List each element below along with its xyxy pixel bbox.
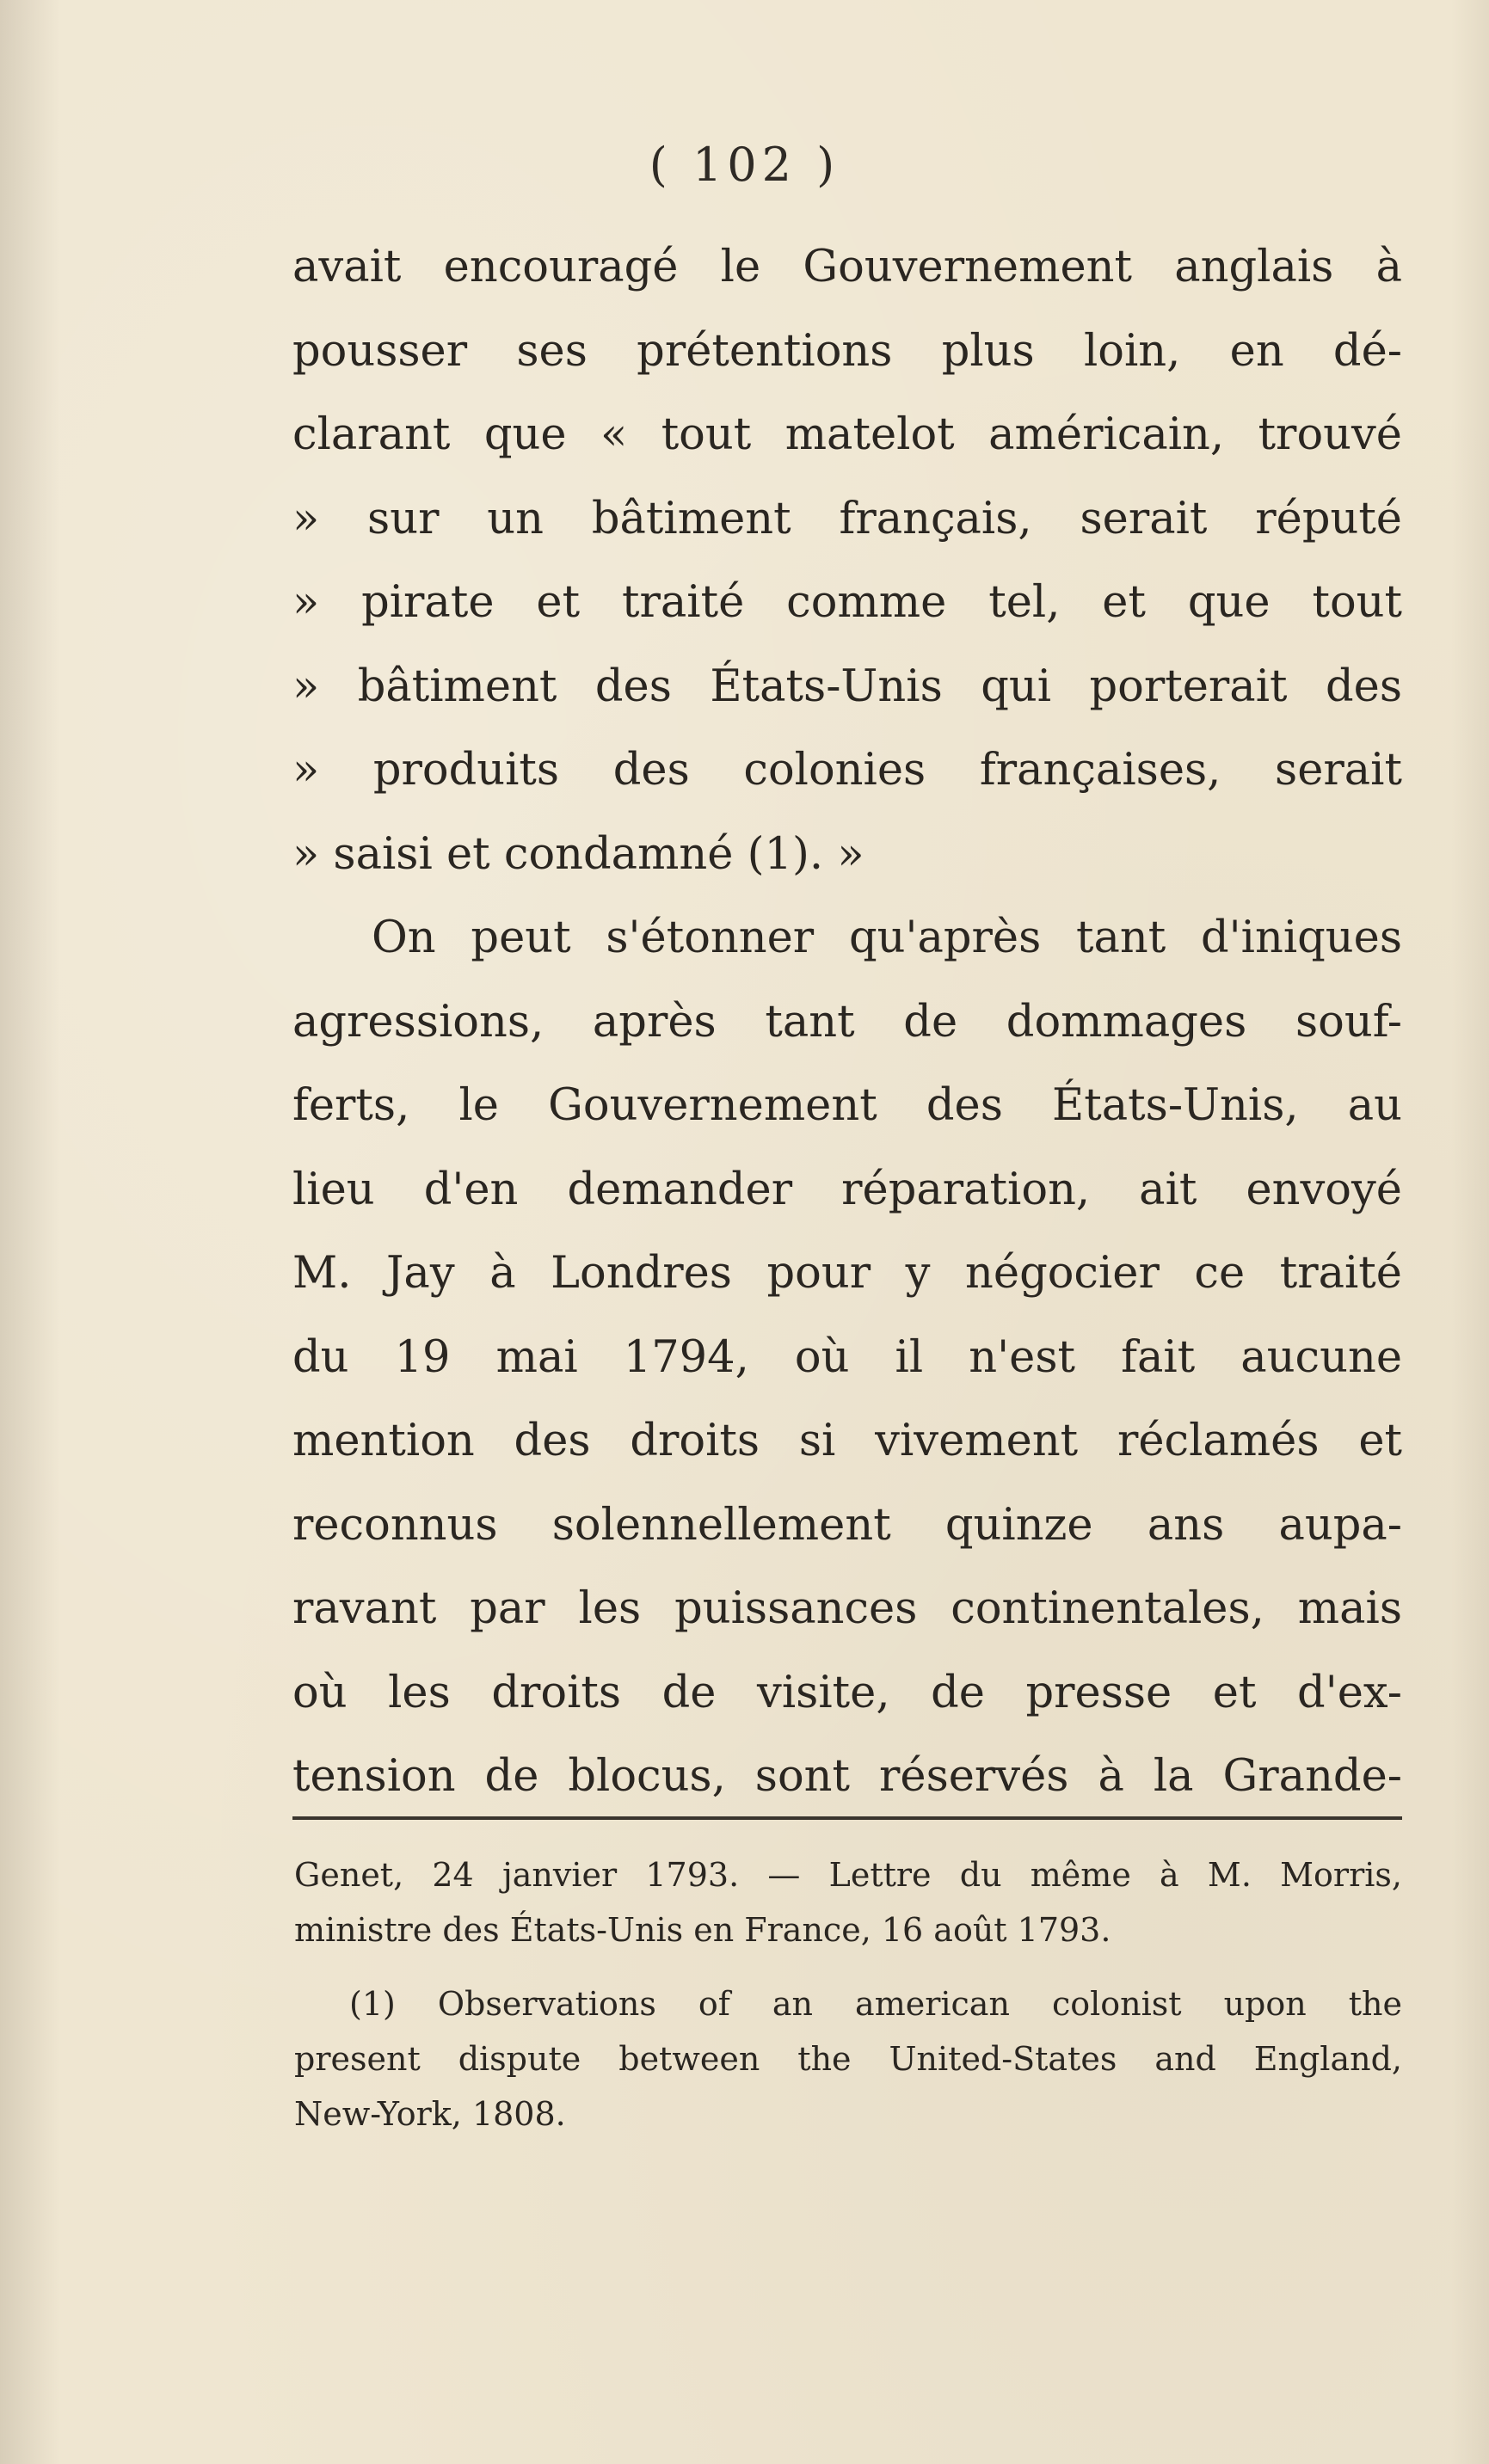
text-line-8: » saisi et condamné (1). » — [292, 828, 864, 880]
text-line-7: » produits des colonies françaises, serait — [292, 745, 1402, 796]
text-line-1: avait encouragé le Gouvernement anglais à — [292, 242, 1402, 292]
footnote-spacer — [294, 1957, 1402, 1976]
text-line-12: lieu d'en demander réparation, ait envoyé — [292, 1164, 1402, 1215]
text-line-14: du 19 mai 1794, où il n'est fait aucune — [292, 1331, 1402, 1383]
text-line-3: clarant que « tout matelot américain, trouvé — [292, 409, 1402, 460]
footnote-rule — [292, 1816, 1402, 1820]
text-line-9: On peut s'étonner qu'après tant d'iniques — [372, 912, 1402, 963]
gutter-shadow — [0, 0, 60, 2464]
text-line-18: où les droits de visite, de presse et d'ex- — [292, 1667, 1402, 1718]
page-number: ( 102 ) — [649, 138, 840, 192]
text-line-13: M. Jay à Londres pour y négocier ce traité — [292, 1248, 1402, 1299]
text-line-6: » bâtiment des États-Unis qui porterait des — [292, 661, 1402, 712]
main-text — [292, 225, 1402, 1819]
text-line-17: ravant par les puissances continentales, mais — [292, 1583, 1402, 1634]
footnote-1-line-2: present dispute between the United-States and England, — [294, 2040, 1402, 2078]
text-line-2: pousser ses prétentions plus loin, en dé- — [292, 325, 1402, 377]
text-line-11: ferts, le Gouvernement des États-Unis, au — [292, 1080, 1402, 1131]
footnote-1-line-1: (1) Observations of an american colonist upon the — [349, 1985, 1402, 2023]
text-line-10: agressions, après tant de dommages souf- — [292, 996, 1402, 1048]
text-line-4: » sur un bâtiment français, serait réputé — [292, 493, 1402, 544]
text-line-5: » pirate et traité comme tel, et que tout — [292, 577, 1402, 628]
text-line-16: reconnus solennellement quinze ans aupa- — [292, 1499, 1402, 1551]
text-line-15: mention des droits si vivement réclamés et — [292, 1416, 1402, 1466]
footnote-continuation-line-1: Genet, 24 janvier 1793. — Lettre du même à M. Morris, — [294, 1856, 1402, 1894]
footnote-continuation-line-2: ministre des États-Unis en France, 16 août 1793. — [294, 1911, 1111, 1949]
footnotes — [294, 1847, 1402, 2141]
text-line-19: tension de blocus, sont réservés à la Grande- — [292, 1751, 1402, 1802]
page-edge — [1451, 0, 1489, 2464]
footnote-1-line-3: New-York, 1808. — [294, 2095, 566, 2133]
